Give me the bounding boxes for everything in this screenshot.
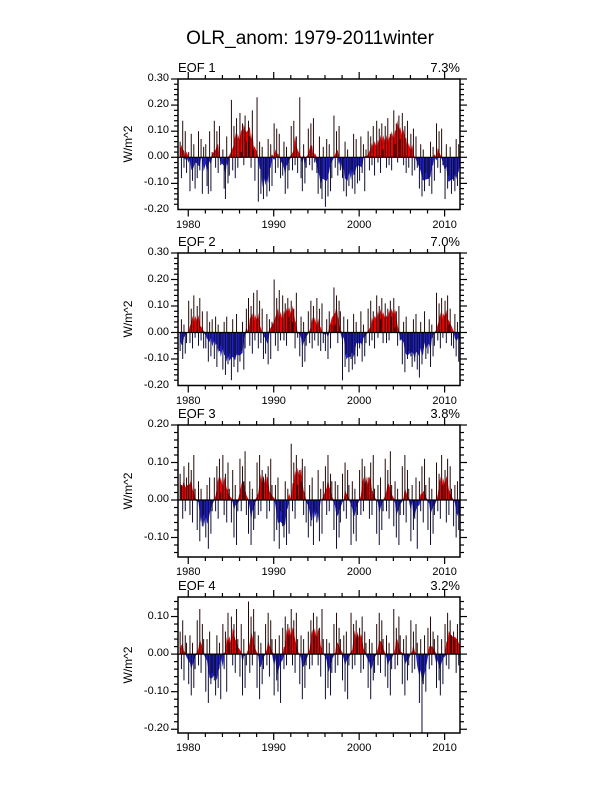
x-tick-label: 1980 (176, 566, 201, 578)
x-tick-label: 2010 (432, 742, 457, 754)
x-tick-label: 1990 (261, 566, 286, 578)
panel-4-variance: 3.2% (430, 578, 460, 593)
x-tick-label: 2010 (432, 394, 457, 407)
y-tick-label: 0.10 (147, 609, 169, 622)
y-tick-label: -0.10 (143, 684, 169, 697)
x-tick-label: 1990 (261, 742, 286, 754)
y-tick-label: 0.00 (147, 150, 169, 163)
x-tick-label: 1980 (176, 742, 201, 754)
chart-title: OLR_anom: 1979-2011winter (186, 28, 434, 49)
y-tick-label: -0.10 (143, 530, 169, 543)
x-tick-label: 2000 (346, 742, 372, 754)
y-tick-label: 0.00 (147, 647, 169, 660)
x-tick-label: 1990 (261, 394, 286, 407)
x-tick-label: 1980 (176, 218, 201, 231)
y-tick-label: 0.10 (147, 455, 169, 468)
x-tick-label: 2000 (346, 566, 372, 578)
y-tick-label: 0.00 (147, 325, 169, 338)
y-tick-label: -0.10 (143, 176, 169, 189)
y-axis-unit-label: W/m^2 (121, 646, 135, 684)
panel-2-variance: 7.0% (430, 234, 460, 249)
y-tick-label: 0.20 (147, 98, 169, 111)
x-tick-label: 1980 (176, 394, 201, 407)
y-tick-label: -0.20 (143, 722, 169, 735)
y-tick-label: -0.20 (143, 202, 169, 215)
panel-4-series (180, 602, 460, 733)
x-tick-label: 2010 (432, 218, 457, 231)
panel-3-series (180, 444, 460, 549)
panel-3-variance: 3.8% (430, 406, 460, 421)
y-tick-label: 0.00 (147, 493, 169, 505)
y-tick-label: -0.20 (143, 378, 169, 391)
y-tick-label: 0.10 (147, 299, 169, 311)
y-tick-label: -0.10 (143, 352, 169, 364)
y-tick-label: 0.30 (147, 246, 169, 258)
x-tick-label: 2000 (346, 218, 372, 231)
y-axis-unit-label: W/m^2 (121, 472, 135, 510)
y-tick-label: 0.20 (147, 418, 169, 430)
x-tick-label: 2010 (432, 566, 457, 578)
panel-4-label: EOF 4 (178, 578, 216, 593)
panel-2-label: EOF 2 (178, 234, 216, 249)
x-tick-label: 2000 (346, 394, 372, 407)
panel-1-variance: 7.3% (430, 60, 460, 75)
x-tick-label: 1990 (261, 218, 286, 231)
panel-2-series (180, 280, 460, 381)
y-tick-label: 0.20 (147, 272, 169, 285)
panel-1-series (180, 97, 460, 207)
y-axis-unit-label: W/m^2 (121, 125, 135, 163)
panel-1-label: EOF 1 (178, 60, 216, 75)
y-axis-unit-label: W/m^2 (121, 300, 135, 338)
panel-3-label: EOF 3 (178, 406, 216, 421)
y-tick-label: 0.30 (147, 72, 169, 84)
y-tick-label: 0.10 (147, 124, 169, 137)
